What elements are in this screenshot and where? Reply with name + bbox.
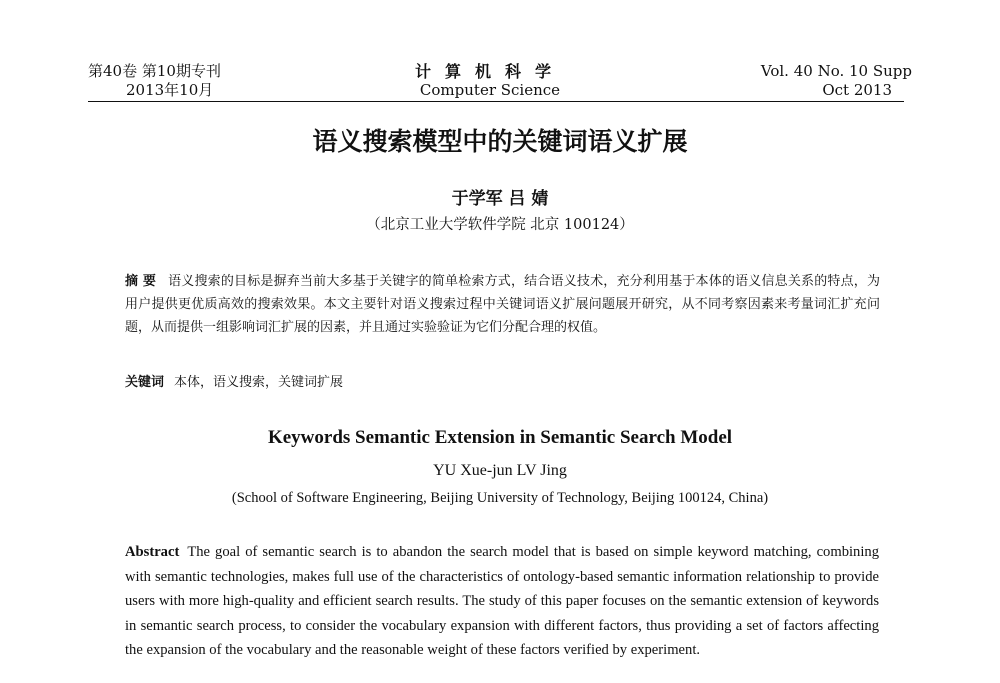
volume-issue-en: Vol. 40 No. 10 Supp — [760, 62, 912, 80]
journal-volume-info — [88, 62, 221, 100]
authors-en: YU Xue-jun LV Jing — [433, 462, 567, 479]
publication-date-cn: 2013年10月 — [126, 81, 214, 99]
abstract-cn-label: 摘 要 — [125, 274, 157, 289]
paper-title-cn: 语义搜索模型中的关键词语义扩展 — [312, 127, 688, 156]
journal-volume-info-en — [761, 62, 912, 100]
abstract-cn-text: 语义搜索的目标是摒弃当前大多基于关键字的简单检索方式，结合语义技术，充分利用基于本体的语义信息关系的特点，为用户提供更优质高效的搜索效果。本文主要针对语义搜索过程中关键词语义扩展问题展开研究，从不同考察因素来考量词汇扩充问题，从而提供一组影响词汇扩展的因素，并且通过实验验证为它们分配合理的权值。 — [125, 274, 880, 335]
header-rule — [88, 101, 904, 102]
abstract-en-text: The goal of semantic search is to abandon the search model that is based on simple keyword matching, combining with semantic technologies, makes full use of the characteristics of ontology-based semantic information relationship to provide users with more high-quality and efficient search results. The study of this paper focuses on the semantic extension of keywords in semantic search process, to consider the vocabulary expansion with different factors, thus providing a set of factors affecting the expansion of the vocabulary and the reasonable weight of these factors verified by experiment. — [125, 544, 879, 658]
paper-title-en: Keywords Semantic Extension in Semantic Search Model — [267, 427, 733, 448]
abstract-cn — [125, 270, 880, 339]
journal-name-cn: 计算机科学 — [414, 62, 565, 81]
journal-name — [300, 62, 680, 100]
journal-name-en: Computer Science — [419, 81, 561, 99]
affiliation-cn: （北京工业大学软件学院 北京 100124） — [366, 217, 634, 233]
keywords-cn-text: 本体，语义搜索，关键词扩展 — [174, 375, 344, 390]
keywords-cn — [125, 373, 343, 393]
authors-cn: 于学军 吕 婧 — [451, 189, 549, 209]
publication-date-en: Oct 2013 — [822, 81, 892, 99]
affiliation-en: (School of Software Engineering, Beijing University of Technology, Beijing 100124, China) — [231, 490, 769, 506]
keywords-cn-label: 关键词 — [125, 375, 165, 390]
abstract-en — [125, 540, 879, 663]
volume-issue: 第40卷 第10期专刊 — [88, 62, 221, 80]
abstract-en-label: Abstract — [125, 544, 180, 560]
